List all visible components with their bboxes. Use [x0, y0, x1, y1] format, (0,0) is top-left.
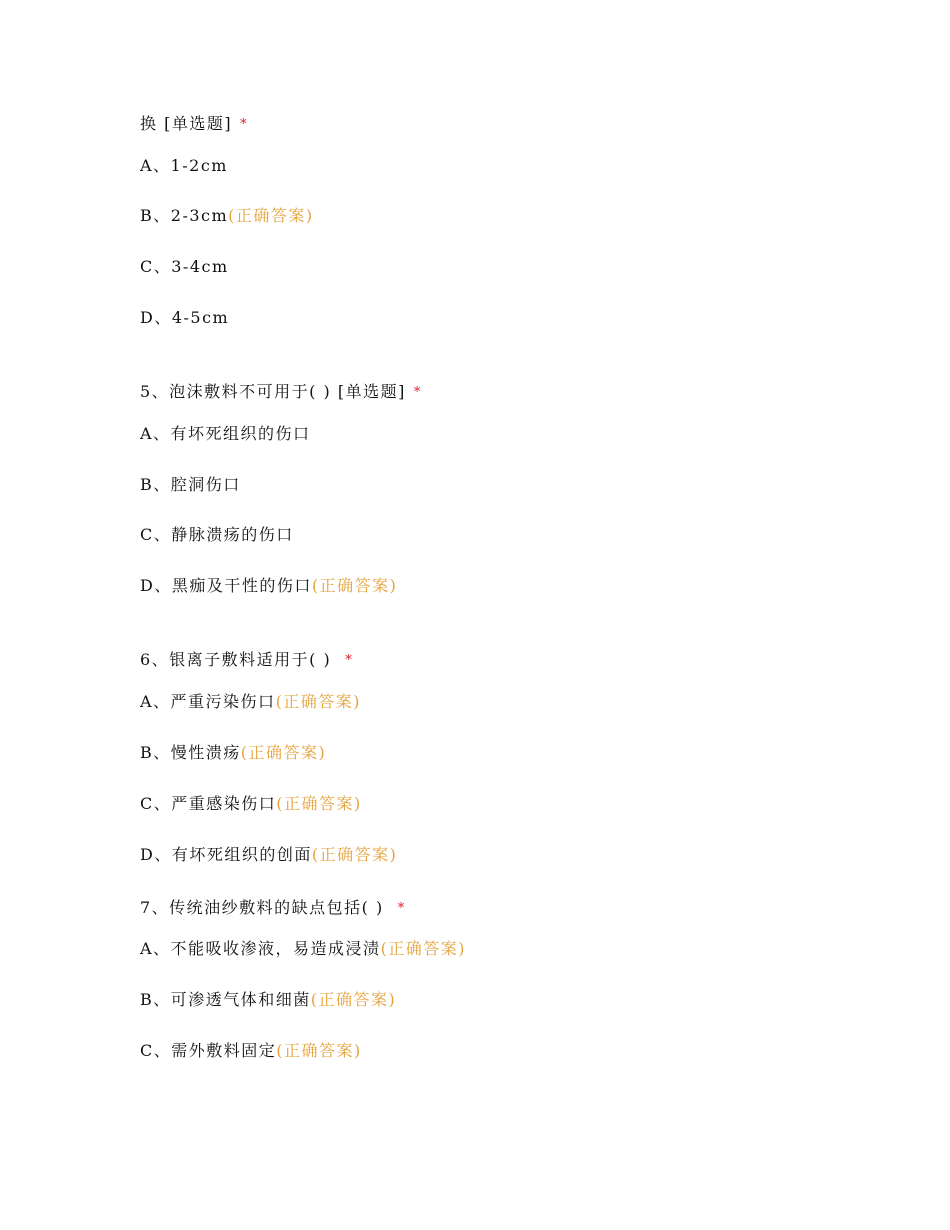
- option-item: [140, 424, 311, 444]
- option-item: [140, 308, 229, 328]
- correct-answer-tag: (正确答案): [276, 1041, 362, 1060]
- option-text: C、静脉溃疡的伤口: [140, 525, 294, 544]
- correct-answer-tag: (正确答案): [240, 743, 327, 762]
- correct-answer-tag: (正确答案): [276, 794, 362, 813]
- question-title-text: 换 [单选题]: [140, 114, 233, 133]
- required-mark: *: [345, 653, 354, 668]
- required-mark: *: [240, 117, 249, 132]
- option-text: D、有坏死组织的创面: [140, 845, 312, 864]
- option-item: [140, 525, 294, 545]
- option-text: C、严重感染伤口: [140, 794, 277, 813]
- option-text: C、3-4cm: [140, 257, 229, 276]
- question-title: [140, 898, 406, 920]
- question-title: [140, 650, 353, 672]
- correct-answer-tag: (正确答案): [310, 990, 397, 1009]
- option-item: [140, 1041, 362, 1061]
- option-item: [140, 257, 229, 277]
- question-title: [140, 382, 422, 404]
- option-item: [140, 206, 314, 226]
- option-text: B、慢性溃疡: [140, 743, 241, 762]
- option-text: D、黑痂及干性的伤口: [140, 576, 312, 595]
- correct-answer-tag: (正确答案): [311, 845, 398, 864]
- option-item: [140, 156, 228, 176]
- required-mark: *: [397, 901, 406, 916]
- question-title-text: 6、银离子敷料适用于( ): [140, 650, 332, 669]
- correct-answer-tag: (正确答案): [228, 206, 314, 225]
- option-text: B、2-3cm: [140, 206, 229, 225]
- option-item: [140, 794, 362, 814]
- option-item: [140, 743, 326, 763]
- option-text: C、需外敷料固定: [140, 1041, 277, 1060]
- correct-answer-tag: (正确答案): [311, 576, 398, 595]
- option-text: B、可渗透气体和细菌: [140, 990, 311, 1009]
- option-text: B、腔洞伤口: [140, 475, 241, 494]
- option-item: [140, 475, 241, 495]
- correct-answer-tag: (正确答案): [275, 692, 362, 711]
- option-item: [140, 692, 361, 712]
- option-text: A、1-2cm: [140, 156, 228, 175]
- question-title-text: 7、传统油纱敷料的缺点包括( ): [140, 898, 384, 917]
- option-text: A、不能吸收渗液，易造成浸渍: [140, 939, 381, 958]
- question-title-text: 5、泡沫敷料不可用于( ) [单选题]: [140, 382, 406, 401]
- required-mark: *: [413, 385, 422, 400]
- question-title: [140, 114, 248, 136]
- option-item: [140, 576, 397, 596]
- option-item: [140, 990, 396, 1010]
- option-item: [140, 939, 466, 959]
- option-text: D、4-5cm: [140, 308, 230, 327]
- option-text: A、有坏死组织的伤口: [140, 424, 311, 443]
- correct-answer-tag: (正确答案): [380, 939, 467, 958]
- option-text: A、严重污染伤口: [140, 692, 276, 711]
- option-item: [140, 845, 397, 865]
